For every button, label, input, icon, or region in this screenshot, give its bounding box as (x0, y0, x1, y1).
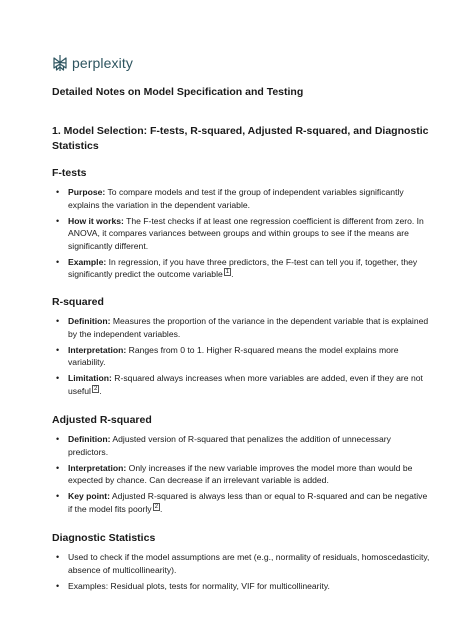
document-title: Detailed Notes on Model Specification and Testing (52, 86, 304, 98)
heading-adjusted-r-squared: Adjusted R-squared (52, 414, 152, 426)
list-item (52, 215, 432, 253)
list-item (52, 372, 432, 397)
item-label: How it works: (68, 215, 124, 226)
item-text: Used to check if the model assumptions are met (e.g., normality of residuals, homoscedasticity, absence of multicollinearity). (68, 552, 430, 575)
list-adjusted-r-squared (52, 433, 432, 519)
item-punct: . (99, 385, 102, 396)
heading-diagnostic-statistics: Diagnostic Statistics (52, 532, 156, 544)
list-r-squared (52, 315, 432, 401)
item-label: Example: (68, 256, 107, 267)
item-punct: . (231, 269, 234, 280)
list-item (52, 580, 432, 593)
list-item (52, 490, 432, 515)
brand-name: perplexity (72, 55, 133, 71)
list-item (52, 433, 432, 458)
item-text: Examples: Residual plots, tests for normality, VIF for multicollinearity. (68, 580, 330, 591)
section-heading-model-selection: 1. Model Selection: F-tests, R-squared, Adjusted R-squared, and Diagnostic Statistics (52, 125, 429, 152)
heading-f-tests: F-tests (52, 167, 87, 179)
item-text: In regression, if you have three predictors, the F-test can tell you if, together, they significantly predict the outcome variable (68, 256, 418, 280)
item-label: Interpretation: (68, 344, 127, 355)
citation-link[interactable]: 2 (93, 385, 98, 392)
item-label: Definition: (68, 434, 111, 444)
list-item (52, 462, 432, 487)
item-label: Limitation: (68, 373, 112, 384)
item-text: Ranges from 0 to 1. Higher R-squared means the model explains more variability. (68, 344, 399, 368)
brand-logo (52, 53, 133, 73)
item-text: Measures the proportion of the variance in the dependent variable that is explained by the independent variables. (68, 316, 429, 339)
item-label: Interpretation: (68, 462, 127, 473)
list-item (52, 315, 432, 340)
heading-r-squared: R-squared (52, 296, 104, 308)
item-punct: . (159, 503, 163, 514)
list-f-tests (52, 186, 432, 284)
citation-link[interactable]: 1 (225, 269, 230, 276)
item-text: Only increases if the new variable improves the model more than would be expected by chance. Can decrease if an irrelevant variable is added. (68, 462, 413, 486)
item-text: Adjusted R-squared is always less than or equal to R-squared and can be negative if the model fits poorly (68, 491, 428, 514)
item-label: Purpose: (68, 187, 106, 197)
item-label: Definition: (68, 316, 111, 326)
item-text: Adjusted version of R-squared that penalizes the addition of unnecessary predictors. (68, 434, 391, 457)
item-text: To compare models and test if the group of independent variables significantly explains the variation in the dependent variable. (68, 187, 404, 210)
list-item (52, 344, 432, 369)
list-item (52, 186, 432, 211)
list-item (52, 256, 432, 281)
item-text: R-squared always increases when more variables are added, even if they are not useful (68, 373, 423, 396)
item-text: The F-test checks if at least one regression coefficient is different from zero. In ANOVA, it compares variances between groups and within groups to see if the means are significantly different. (68, 215, 424, 251)
perplexity-logo-icon (52, 54, 68, 72)
list-diagnostic-statistics (52, 551, 432, 596)
citation-link[interactable]: 2 (154, 503, 158, 510)
item-label: Key point: (68, 491, 111, 502)
list-item (52, 551, 432, 576)
